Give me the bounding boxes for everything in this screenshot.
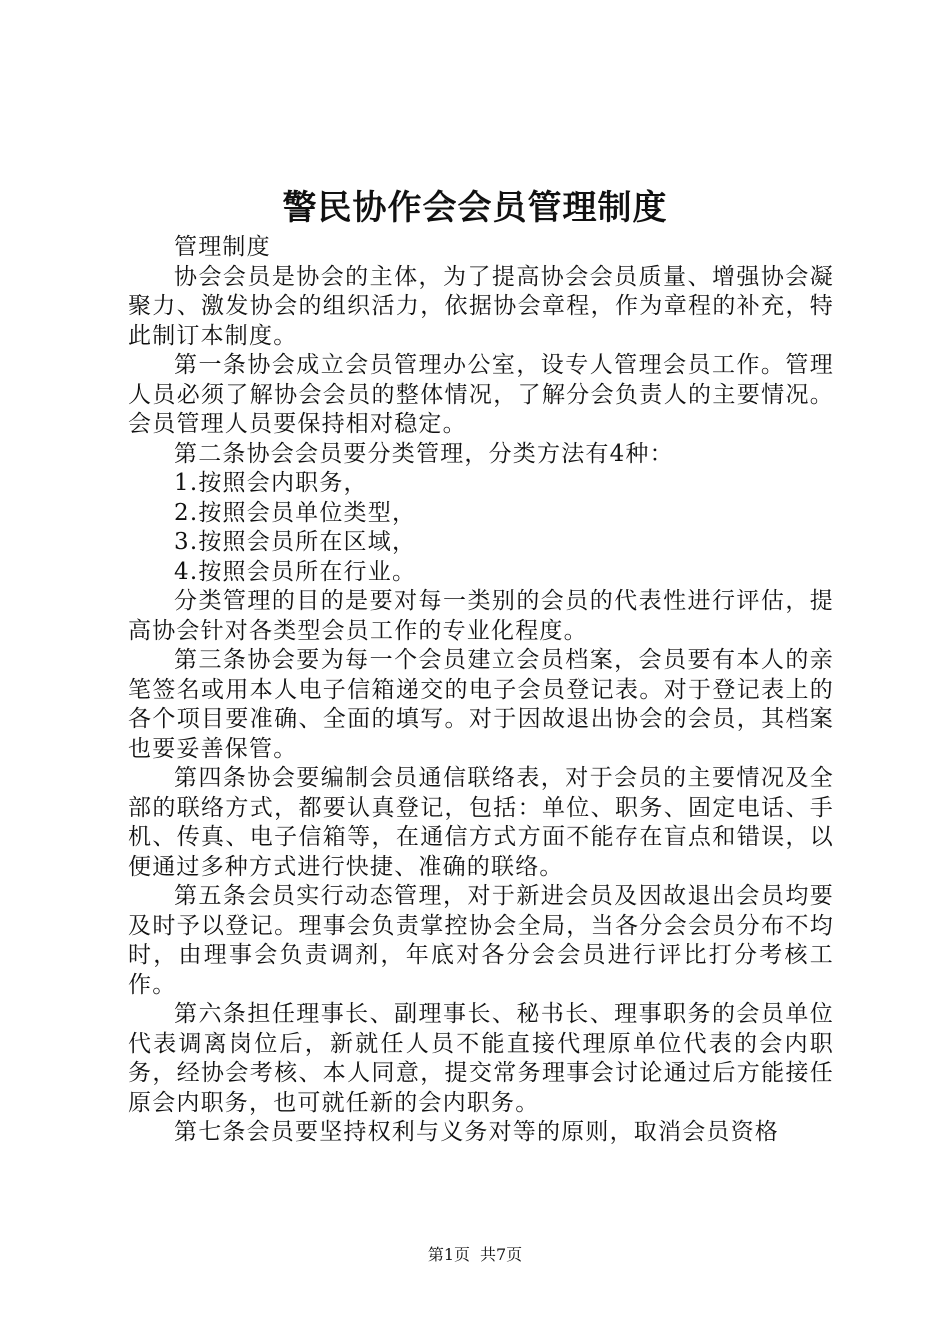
list-item: 4.按照会员所在行业。 <box>174 558 417 585</box>
paragraph: 第四条协会要编制会员通信联络表，对于会员的主要情况及全部的联络方式，都要认真登记，包括：单位、职务、固定电话、手机、传真、电子信箱等，在通信方式方面不能存在盲点和错误，以便通过多种方式进行快捷、准确的联络。 <box>128 765 834 880</box>
list-item: 3.按照会员所在区域， <box>174 529 417 555</box>
document-body <box>128 233 834 1148</box>
list-item: 1.按照会内职务， <box>174 470 368 496</box>
page-number: 第1页 <box>427 1245 470 1264</box>
document-title: 警民协作会会员管理制度 <box>282 188 668 228</box>
paragraph: 管理制度 <box>174 234 271 260</box>
paragraph: 第三条协会要为每一个会员建立会员档案，会员要有本人的亲笔签名或用本人电子信箱递交的电子会员登记表。对于登记表上的各个项目要准确、全面的填写。对于因故退出协会的会员，其档案也要妥善保管。 <box>128 647 834 762</box>
paragraph: 第一条协会成立会员管理办公室，设专人管理会员工作。管理人员必须了解协会会员的整体情况，了解分会负责人的主要情况。会员管理人员要保持相对稳定。 <box>128 352 834 437</box>
paragraph: 分类管理的目的是要对每一类别的会员的代表性进行评估，提高协会针对各类型会员工作的专业化程度。 <box>128 588 834 644</box>
paragraph: 第七条会员要坚持权利与义务对等的原则，取消会员资格 <box>174 1119 779 1145</box>
page-total: 共7页 <box>480 1245 523 1264</box>
paragraph: 第二条协会会员要分类管理，分类方法有4种： <box>174 440 674 467</box>
list-item: 2.按照会员单位类型， <box>174 499 417 526</box>
paragraph: 协会会员是协会的主体，为了提高协会会员质量、增强协会凝聚力、激发协会的组织活力，依据协会章程，作为章程的补充，特此制订本制度。 <box>128 263 834 349</box>
paragraph: 第五条会员实行动态管理，对于新进会员及因故退出会员均要及时予以登记。理事会负责掌控协会全局，当各分会会员分布不均时，由理事会负责调剂，年底对各分会会员进行评比打分考核工作。 <box>128 883 834 998</box>
page-footer <box>0 1244 950 1266</box>
paragraph: 第六条担任理事长、副理事长、秘书长、理事职务的会员单位代表调离岗位后，新就任人员不能直接代理原单位代表的会内职务，经协会考核、本人同意，提交常务理事会讨论通过后方能接任原会内职务，也可就任新的会内职务。 <box>128 1001 834 1116</box>
